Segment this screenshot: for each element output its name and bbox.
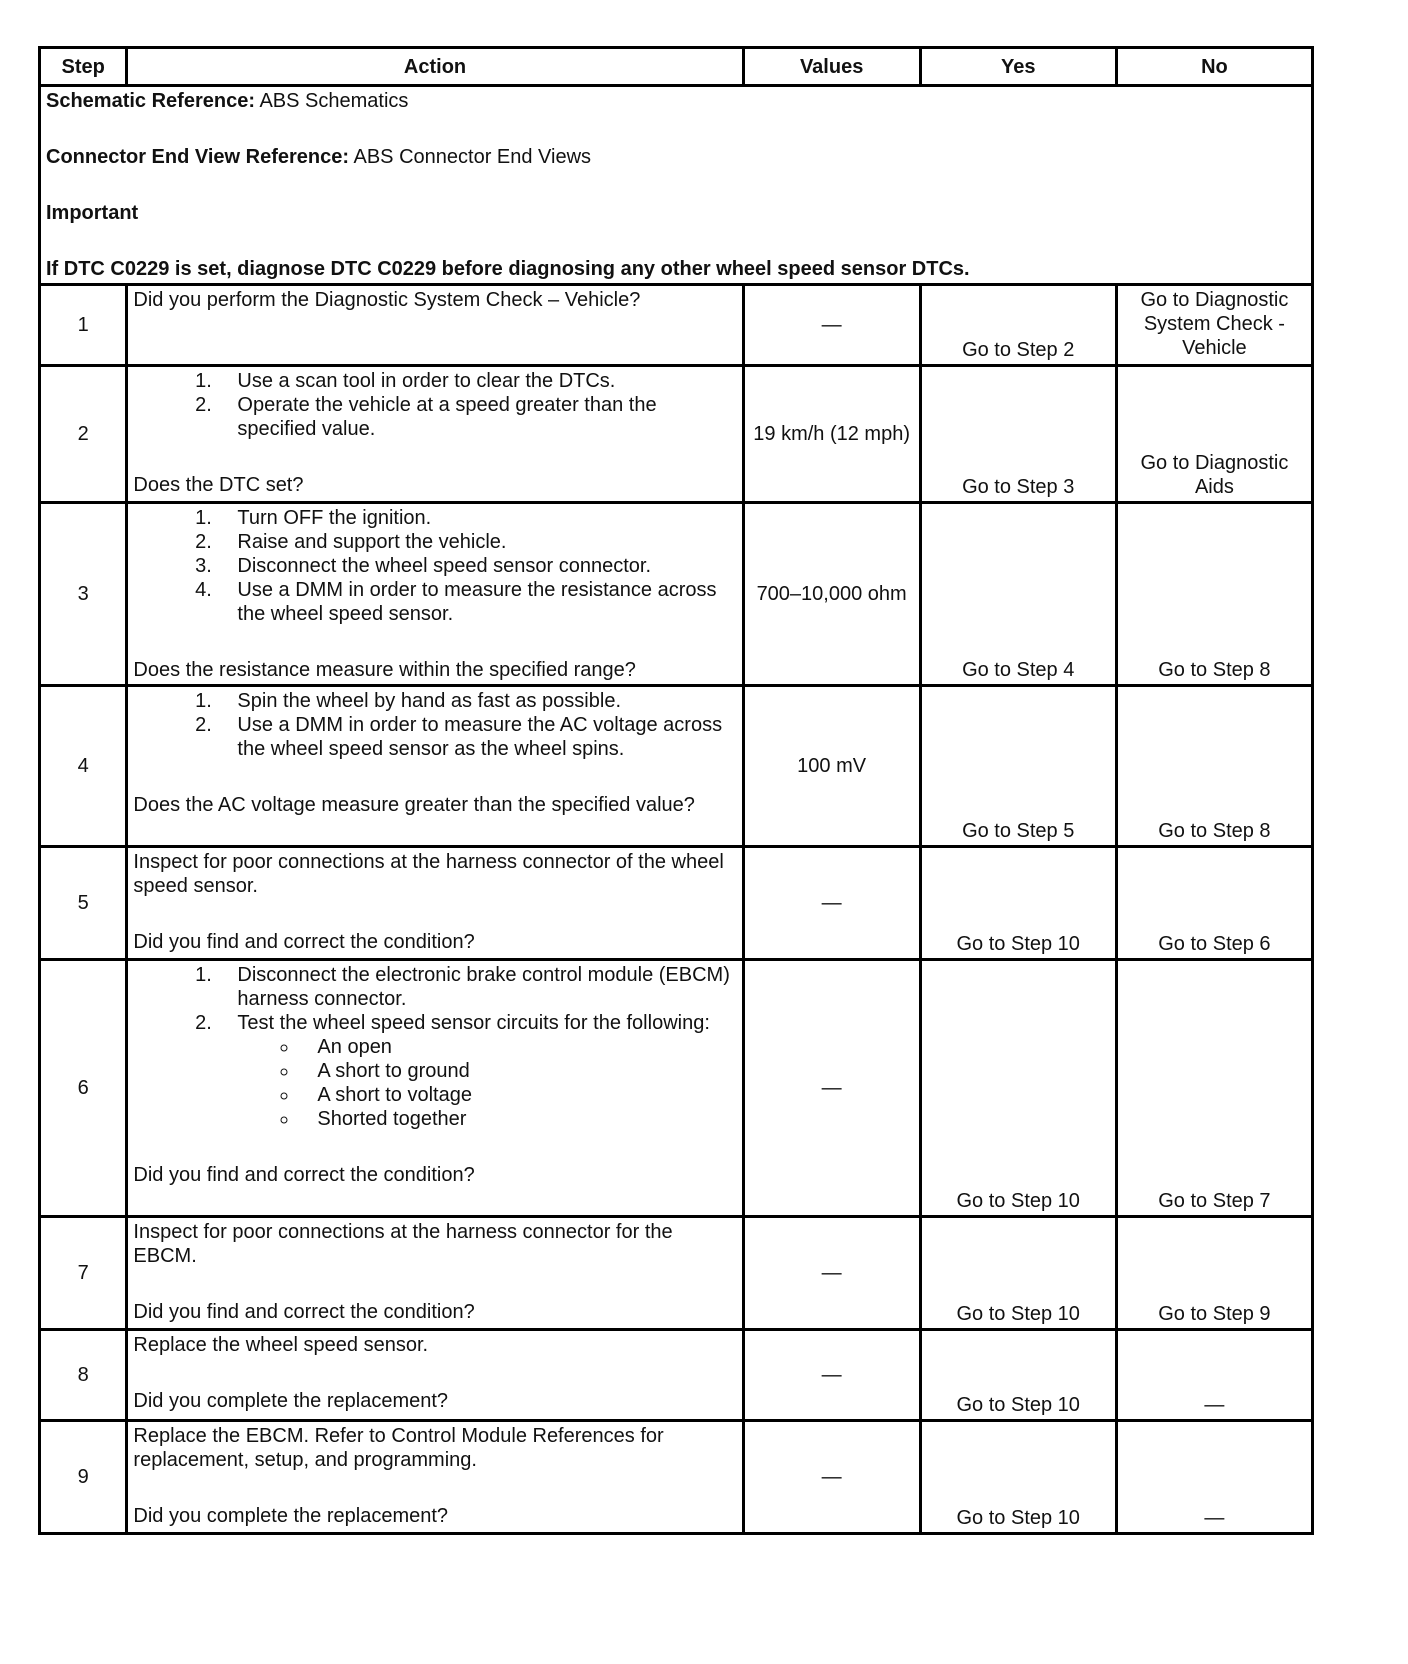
action-step-item: 4. Use a DMM in order to measure the resistance across the wheel speed sensor. [217, 578, 736, 626]
header-values: Values [743, 48, 920, 86]
values-cell: 100 mV [743, 686, 920, 847]
header-action: Action [127, 48, 743, 86]
schematic-reference [46, 89, 1306, 113]
yes-link[interactable]: Go to Step 5 [920, 686, 1116, 847]
action-step-item: 1. Turn OFF the ignition. [217, 506, 736, 530]
table-row [40, 285, 1313, 366]
action-step-item: 1. Use a scan tool in order to clear the DTCs. [217, 369, 736, 393]
action-question: Does the AC voltage measure greater than the specified value? [133, 794, 695, 816]
yes-link[interactable]: Go to Step 10 [920, 1421, 1116, 1534]
action-steps [133, 369, 736, 441]
action-step-item: 1. Spin the wheel by hand as fast as possible. [217, 689, 736, 713]
yes-link[interactable]: Go to Step 2 [920, 285, 1116, 366]
action-question: Did you complete the replacement? [133, 1390, 449, 1412]
table-row [40, 1421, 1313, 1534]
intro-row [40, 86, 1313, 285]
sub-item: ◦ An open [299, 1035, 736, 1059]
no-link: — [1116, 1330, 1312, 1421]
step-number: 8 [40, 1330, 127, 1421]
important-warning: If DTC C0229 is set, diagnose DTC C0229 before diagnosing any other wheel speed sensor DTCs. [46, 258, 970, 280]
sub-item-list [237, 1035, 736, 1131]
action-steps [133, 689, 736, 761]
action-question: Does the DTC set? [133, 474, 304, 496]
values-cell: — [743, 1217, 920, 1330]
table-row [40, 686, 1313, 847]
no-link[interactable]: Go to Step 9 [1116, 1217, 1312, 1330]
action-question: Did you find and correct the condition? [133, 931, 475, 953]
connector-value: ABS Connector End Views [349, 146, 592, 168]
action-text: Inspect for poor connections at the harness connector for the EBCM. [133, 1221, 673, 1267]
action-steps [133, 963, 736, 1131]
no-link[interactable]: Go to Step 7 [1116, 960, 1312, 1217]
action-cell [127, 503, 743, 686]
header-no: No [1116, 48, 1312, 86]
action-cell [127, 1217, 743, 1330]
important-label: Important [46, 202, 139, 224]
step-number: 9 [40, 1421, 127, 1534]
action-steps [133, 506, 736, 626]
no-link: — [1116, 1421, 1312, 1534]
sub-item: ◦ A short to voltage [299, 1083, 736, 1107]
no-link[interactable]: Go to Diagnostic Aids [1116, 366, 1312, 503]
yes-link[interactable]: Go to Step 10 [920, 1330, 1116, 1421]
action-cell [127, 960, 743, 1217]
action-step-text: Test the wheel speed sensor circuits for the following: [237, 1012, 710, 1034]
action-cell [127, 285, 743, 366]
step-number: 6 [40, 960, 127, 1217]
step-number: 2 [40, 366, 127, 503]
values-cell: — [743, 285, 920, 366]
action-cell [127, 847, 743, 960]
no-link[interactable]: Go to Diagnostic System Check - Vehicle [1116, 285, 1312, 366]
action-cell [127, 686, 743, 847]
diagnostic-page [38, 46, 1314, 1535]
action-step-item: 2. Use a DMM in order to measure the AC voltage across the wheel speed sensor as the wheel spins. [217, 713, 736, 761]
values-cell: — [743, 847, 920, 960]
action-text: Replace the EBCM. Refer to Control Module References for replacement, setup, and programming. [133, 1425, 664, 1471]
connector-reference [46, 145, 1306, 169]
values-cell: — [743, 1330, 920, 1421]
action-question: Does the resistance measure within the specified range? [133, 659, 636, 681]
header-yes: Yes [920, 48, 1116, 86]
table-row [40, 503, 1313, 686]
step-number: 1 [40, 285, 127, 366]
yes-link[interactable]: Go to Step 3 [920, 366, 1116, 503]
yes-link[interactable]: Go to Step 10 [920, 1217, 1116, 1330]
yes-link[interactable]: Go to Step 10 [920, 847, 1116, 960]
schematic-value: ABS Schematics [254, 90, 409, 112]
table-row [40, 1330, 1313, 1421]
action-question: Did you complete the replacement? [133, 1505, 449, 1527]
table-row [40, 1217, 1313, 1330]
step-number: 7 [40, 1217, 127, 1330]
values-cell: — [743, 960, 920, 1217]
yes-link[interactable]: Go to Step 10 [920, 960, 1116, 1217]
table-row [40, 960, 1313, 1217]
action-cell [127, 1421, 743, 1534]
values-cell: — [743, 1421, 920, 1534]
no-link[interactable]: Go to Step 8 [1116, 503, 1312, 686]
table-header-row [40, 48, 1313, 86]
action-question: Did you find and correct the condition? [133, 1164, 475, 1186]
values-cell: 700–10,000 ohm [743, 503, 920, 686]
intro-cell [40, 86, 1313, 285]
diagnostic-table [38, 46, 1314, 1535]
action-step-item: 1. Disconnect the electronic brake control module (EBCM) harness connector. [217, 963, 736, 1011]
action-text: Replace the wheel speed sensor. [133, 1334, 429, 1356]
action-cell [127, 1330, 743, 1421]
action-step-item [217, 1011, 736, 1131]
action-step-item: 3. Disconnect the wheel speed sensor connector. [217, 554, 736, 578]
step-number: 4 [40, 686, 127, 847]
sub-item: ◦ Shorted together [299, 1107, 736, 1131]
no-link[interactable]: Go to Step 8 [1116, 686, 1312, 847]
values-cell: 19 km/h (12 mph) [743, 366, 920, 503]
connector-label: Connector End View Reference: [46, 146, 350, 168]
no-link[interactable]: Go to Step 6 [1116, 847, 1312, 960]
step-number: 3 [40, 503, 127, 686]
table-row [40, 366, 1313, 503]
action-step-item: 2. Raise and support the vehicle. [217, 530, 736, 554]
action-cell [127, 366, 743, 503]
action-text: Inspect for poor connections at the harness connector of the wheel speed sensor. [133, 851, 724, 897]
action-text: Did you perform the Diagnostic System Check – Vehicle? [133, 289, 641, 311]
yes-link[interactable]: Go to Step 4 [920, 503, 1116, 686]
table-row [40, 847, 1313, 960]
action-question: Did you find and correct the condition? [133, 1301, 475, 1323]
header-step: Step [40, 48, 127, 86]
action-step-item: 2. Operate the vehicle at a speed greater than the specified value. [217, 393, 736, 441]
sub-item: ◦ A short to ground [299, 1059, 736, 1083]
step-number: 5 [40, 847, 127, 960]
schematic-label: Schematic Reference: [46, 90, 255, 112]
